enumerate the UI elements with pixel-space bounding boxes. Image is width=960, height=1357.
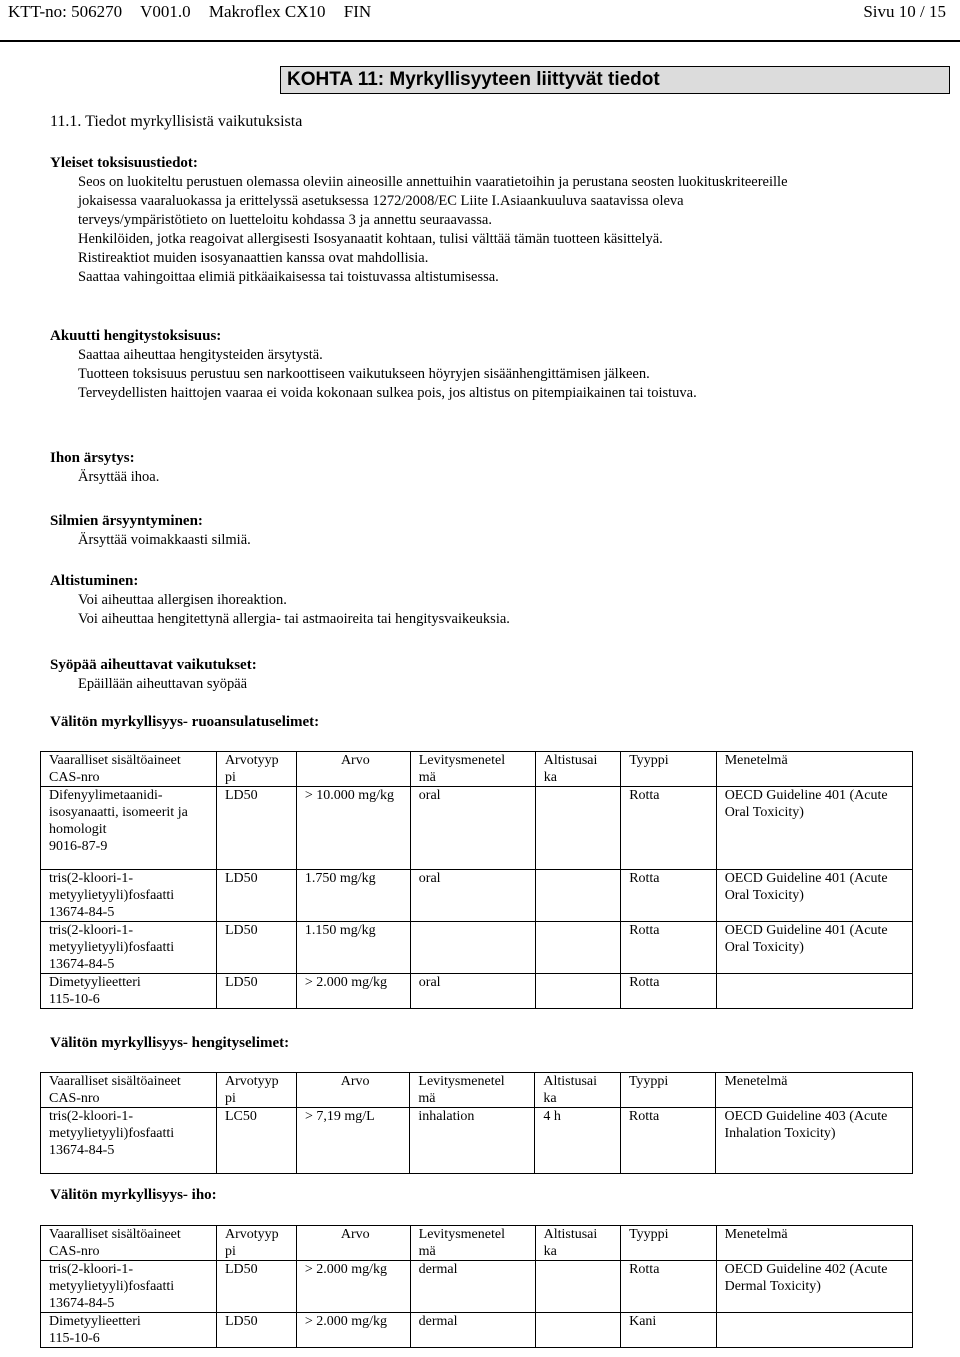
oral-toxicity-table	[40, 751, 913, 1009]
header-left	[8, 2, 385, 22]
version: V001.0	[140, 2, 191, 21]
cell-method: OECD Guideline 401 (Acute Oral Toxicity)	[716, 870, 912, 922]
header-time: Altistusai ka	[535, 1073, 621, 1108]
cell-time	[535, 870, 620, 922]
table-row	[41, 1313, 913, 1348]
header-type: Arvotyyp pi	[216, 1226, 296, 1261]
general-line: Henkilöiden, jotka reagoivat allergisesti Isosyanaatit kohtaan, tulisi välttää tämän tuotteen käsittelyä.	[78, 231, 663, 247]
general-line: Seos on luokiteltu perustuen olemassa oleviin aineosille annettuihin vaaratietoihin ja perustana seosten luokituskriteereille	[78, 174, 788, 190]
general-toxicity-block	[50, 153, 930, 287]
inhalation-toxicity-block	[50, 326, 930, 403]
skin-heading: Ihon ärsytys:	[50, 450, 135, 466]
table-row	[41, 870, 913, 922]
header-method: Menetelmä	[716, 1226, 912, 1261]
general-line: jokaisessa vaaraluokassa ja erittelyssä asetuksessa 1272/2008/EC Liite I.Asiaankuuluva saatavissa oleva	[78, 193, 684, 209]
cell-type: LD50	[216, 922, 296, 974]
cell-substance: Dimetyylieetteri 115-10-6	[41, 974, 217, 1009]
cell-species: Rotta	[621, 1261, 717, 1313]
cell-value: > 2.000 mg/kg	[296, 1313, 410, 1348]
header-value: Arvo	[296, 752, 410, 787]
cell-route	[410, 922, 535, 974]
cell-time	[535, 1261, 620, 1313]
cell-value: 1.150 mg/kg	[296, 922, 410, 974]
general-line: Ristireaktiot muiden isosyanaattien kanssa ovat mahdollisia.	[78, 250, 429, 266]
cell-value: 1.750 mg/kg	[296, 870, 410, 922]
carcinogenic-line: Epäillään aiheuttavan syöpää	[78, 676, 248, 692]
header-substance: Vaaralliset sisältöaineet CAS-nro	[41, 752, 217, 787]
ktt-number: KTT-no: 506270	[8, 2, 123, 21]
exposure-block	[50, 571, 930, 629]
header-substance: Vaaralliset sisältöaineet CAS-nro	[41, 1226, 217, 1261]
eye-irritation-block	[50, 511, 930, 550]
cell-type: LD50	[216, 870, 296, 922]
eye-heading: Silmien ärsyyntyminen:	[50, 513, 203, 529]
cell-species: Rotta	[621, 922, 717, 974]
cell-value: > 7,19 mg/L	[296, 1108, 409, 1174]
cell-substance: tris(2-kloori-1- metyylietyyli)fosfaatti 13674-84-5	[41, 1261, 217, 1313]
header-route: Levitysmenetel mä	[410, 1226, 535, 1261]
cell-type: LD50	[216, 974, 296, 1009]
table-row	[41, 787, 913, 870]
cell-time	[535, 787, 620, 870]
inhalation-line: Terveydellisten haittojen vaaraa ei voida kokonaan sulkea pois, jos altistus on pitempiaikainen tai toistuva.	[78, 385, 697, 401]
dermal-toxicity-table	[40, 1225, 913, 1348]
section-title: KOHTA 11: Myrkyllisyyteen liittyvät tiedot	[280, 66, 950, 94]
inhalation-table-title: Välitön myrkyllisyys- hengityselimet:	[50, 1035, 290, 1051]
table-header-row	[41, 1073, 913, 1108]
cell-type: LD50	[216, 787, 296, 870]
oral-table-title: Välitön myrkyllisyys- ruoansulatuselimet:	[50, 714, 320, 730]
eye-line: Ärsyttää voimakkaasti silmiä.	[78, 532, 251, 548]
header-route: Levitysmenetel mä	[410, 1073, 535, 1108]
exposure-line: Voi aiheuttaa hengitettynä allergia- tai astmaoireita tai hengitysvaikeuksia.	[78, 611, 510, 627]
header-type: Arvotyyp pi	[217, 1073, 297, 1108]
general-line: Saattaa vahingoittaa elimiä pitkäaikaisessa tai toistuvassa altistumisessa.	[78, 269, 499, 285]
cell-value: > 2.000 mg/kg	[296, 1261, 410, 1313]
cell-time	[535, 1313, 620, 1348]
skin-line: Ärsyttää ihoa.	[78, 469, 160, 485]
table-row	[41, 1261, 913, 1313]
cell-time: 4 h	[535, 1108, 621, 1174]
cell-route: dermal	[410, 1313, 535, 1348]
cell-species: Rotta	[621, 787, 717, 870]
header-species: Tyyppi	[620, 1073, 716, 1108]
header-value: Arvo	[296, 1226, 410, 1261]
cell-method: OECD Guideline 401 (Acute Oral Toxicity)	[716, 922, 912, 974]
table-header-row	[41, 1226, 913, 1261]
cell-value: > 10.000 mg/kg	[296, 787, 410, 870]
header-method: Menetelmä	[716, 1073, 913, 1108]
page-header	[8, 2, 946, 22]
cell-time	[535, 974, 620, 1009]
header-method: Menetelmä	[716, 752, 912, 787]
cell-species: Rotta	[621, 974, 717, 1009]
exposure-line: Voi aiheuttaa allergisen ihoreaktion.	[78, 592, 287, 608]
table-row	[41, 922, 913, 974]
cell-substance: tris(2-kloori-1- metyylietyyli)fosfaatti 13674-84-5	[41, 870, 217, 922]
carcinogenic-block	[50, 655, 930, 694]
language: FIN	[343, 2, 372, 21]
cell-route: inhalation	[410, 1108, 535, 1174]
cell-method: OECD Guideline 401 (Acute Oral Toxicity)	[716, 787, 912, 870]
cell-method	[716, 974, 912, 1009]
cell-substance: Dimetyylieetteri 115-10-6	[41, 1313, 217, 1348]
header-substance: Vaaralliset sisältöaineet CAS-nro	[41, 1073, 217, 1108]
cell-method: OECD Guideline 403 (Acute Inhalation Toxicity)	[716, 1108, 913, 1174]
cell-route: dermal	[410, 1261, 535, 1313]
header-route: Levitysmenetel mä	[410, 752, 535, 787]
general-heading: Yleiset toksisuustiedot:	[50, 155, 198, 171]
product-name: Makroflex CX10	[208, 2, 326, 21]
table-row	[41, 1108, 913, 1174]
carcinogenic-heading: Syöpää aiheuttavat vaikutukset:	[50, 657, 257, 673]
cell-route: oral	[410, 870, 535, 922]
cell-value: > 2.000 mg/kg	[296, 974, 410, 1009]
cell-type: LD50	[216, 1313, 296, 1348]
cell-method	[716, 1313, 912, 1348]
table-header-row	[41, 752, 913, 787]
cell-substance: tris(2-kloori-1- metyylietyyli)fosfaatti 13674-84-5	[41, 922, 217, 974]
cell-route: oral	[410, 787, 535, 870]
header-value: Arvo	[296, 1073, 409, 1108]
inhalation-line: Tuotteen toksisuus perustuu sen narkoottiseen vaikutukseen höyryjen sisäänhengittämisen jälkeen.	[78, 366, 650, 382]
header-time: Altistusai ka	[535, 752, 620, 787]
cell-species: Rotta	[620, 1108, 716, 1174]
cell-species: Rotta	[621, 870, 717, 922]
header-species: Tyyppi	[621, 1226, 717, 1261]
cell-route: oral	[410, 974, 535, 1009]
cell-substance: Difenyylimetaanidi- isosyanaatti, isomeerit ja homologit 9016-87-9	[41, 787, 217, 870]
dermal-table-title: Välitön myrkyllisyys- iho:	[50, 1187, 217, 1203]
cell-type: LD50	[216, 1261, 296, 1313]
general-line: terveys/ympäristötieto on luetteloitu kohdassa 3 ja annettu seuraavassa.	[78, 212, 492, 228]
inhalation-line: Saattaa aiheuttaa hengitysteiden ärsytystä.	[78, 347, 323, 363]
cell-species: Kani	[621, 1313, 717, 1348]
header-type: Arvotyyp pi	[216, 752, 296, 787]
exposure-heading: Altistuminen:	[50, 573, 139, 589]
cell-method: OECD Guideline 402 (Acute Dermal Toxicity)	[716, 1261, 912, 1313]
subsection-title: 11.1. Tiedot myrkyllisistä vaikutuksista	[50, 113, 303, 130]
skin-irritation-block	[50, 448, 930, 487]
cell-substance: tris(2-kloori-1- metyylietyyli)fosfaatti 13674-84-5	[41, 1108, 217, 1174]
cell-time	[535, 922, 620, 974]
header-time: Altistusai ka	[535, 1226, 620, 1261]
inhalation-toxicity-table	[40, 1072, 913, 1174]
header-species: Tyyppi	[621, 752, 717, 787]
inhalation-heading: Akuutti hengitystoksisuus:	[50, 328, 222, 344]
header-rule	[0, 40, 960, 42]
cell-type: LC50	[217, 1108, 297, 1174]
page-number: Sivu 10 / 15	[863, 2, 946, 21]
table-row	[41, 974, 913, 1009]
